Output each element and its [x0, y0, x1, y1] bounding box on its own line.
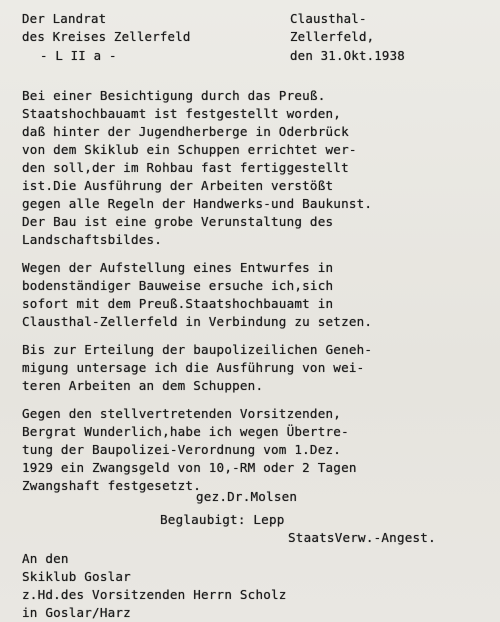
address-line: An den — [22, 551, 69, 566]
body-line: 1929 ein Zwangsgeld von 10,-RM oder 2 Tagen — [22, 460, 357, 475]
body-line: Wegen der Aufstellung eines Entwurfes in — [22, 260, 334, 275]
body-line: Der Bau ist eine grobe Verunstaltung des — [22, 214, 334, 229]
address-line: z.Hd.des Vorsitzenden Herrn Scholz — [22, 587, 287, 602]
letter-date: den 31.Okt.1938 — [290, 48, 405, 63]
certification-title: StaatsVerw.-Angest. — [288, 530, 436, 545]
body-line: gegen alle Regeln der Handwerks-und Baukunst. — [22, 196, 373, 211]
place-line-2: Zellerfeld, — [290, 29, 375, 44]
address-line: in Goslar/Harz — [22, 605, 131, 620]
body-line: tung der Baupolizei-Verordnung vom 1.Dez. — [22, 442, 342, 457]
signature: gez.Dr.Molsen — [196, 489, 298, 504]
body-line: Bei einer Besichtigung durch das Preuß. — [22, 88, 326, 103]
place-line-1: Clausthal- — [290, 11, 367, 26]
body-line: daß hinter der Jugendherberge in Oderbrück — [22, 124, 349, 139]
body-line: von dem Skiklub ein Schuppen errichtet wer- — [22, 142, 357, 157]
file-reference: - L II a - — [40, 48, 117, 63]
body-line: Zwangshaft festgesetzt. — [22, 478, 201, 493]
sender-name: Der Landrat — [22, 11, 107, 26]
body-line: sofort mit dem Preuß.Staatshochbauamt in — [22, 296, 334, 311]
body-line: Staatshochbauamt ist festgestellt worden, — [22, 106, 342, 121]
body-line: teren Arbeiten an dem Schuppen. — [22, 378, 264, 393]
body-line: Landschaftsbildes. — [22, 232, 163, 247]
sender-district: des Kreises Zellerfeld — [22, 29, 191, 44]
certification-line: Beglaubigt: Lepp — [160, 512, 285, 527]
body-line: Gegen den stellvertretenden Vorsitzenden, — [22, 406, 342, 421]
body-line: Bis zur Erteilung der baupolizeilichen Geneh- — [22, 342, 373, 357]
address-line: Skiklub Goslar — [22, 569, 131, 584]
body-line: den soll,der im Rohbau fast fertiggestellt — [22, 160, 349, 175]
body-line: bodenständiger Bauweise ersuche ich,sich — [22, 278, 334, 293]
body-line: ist.Die Ausführung der Arbeiten verstößt — [22, 178, 334, 193]
body-line: migung untersage ich die Ausführung von wei- — [22, 360, 365, 375]
body-line: Clausthal-Zellerfeld in Verbindung zu setzen. — [22, 314, 373, 329]
body-line: Bergrat Wunderlich,habe ich wegen Übertre- — [22, 424, 349, 439]
